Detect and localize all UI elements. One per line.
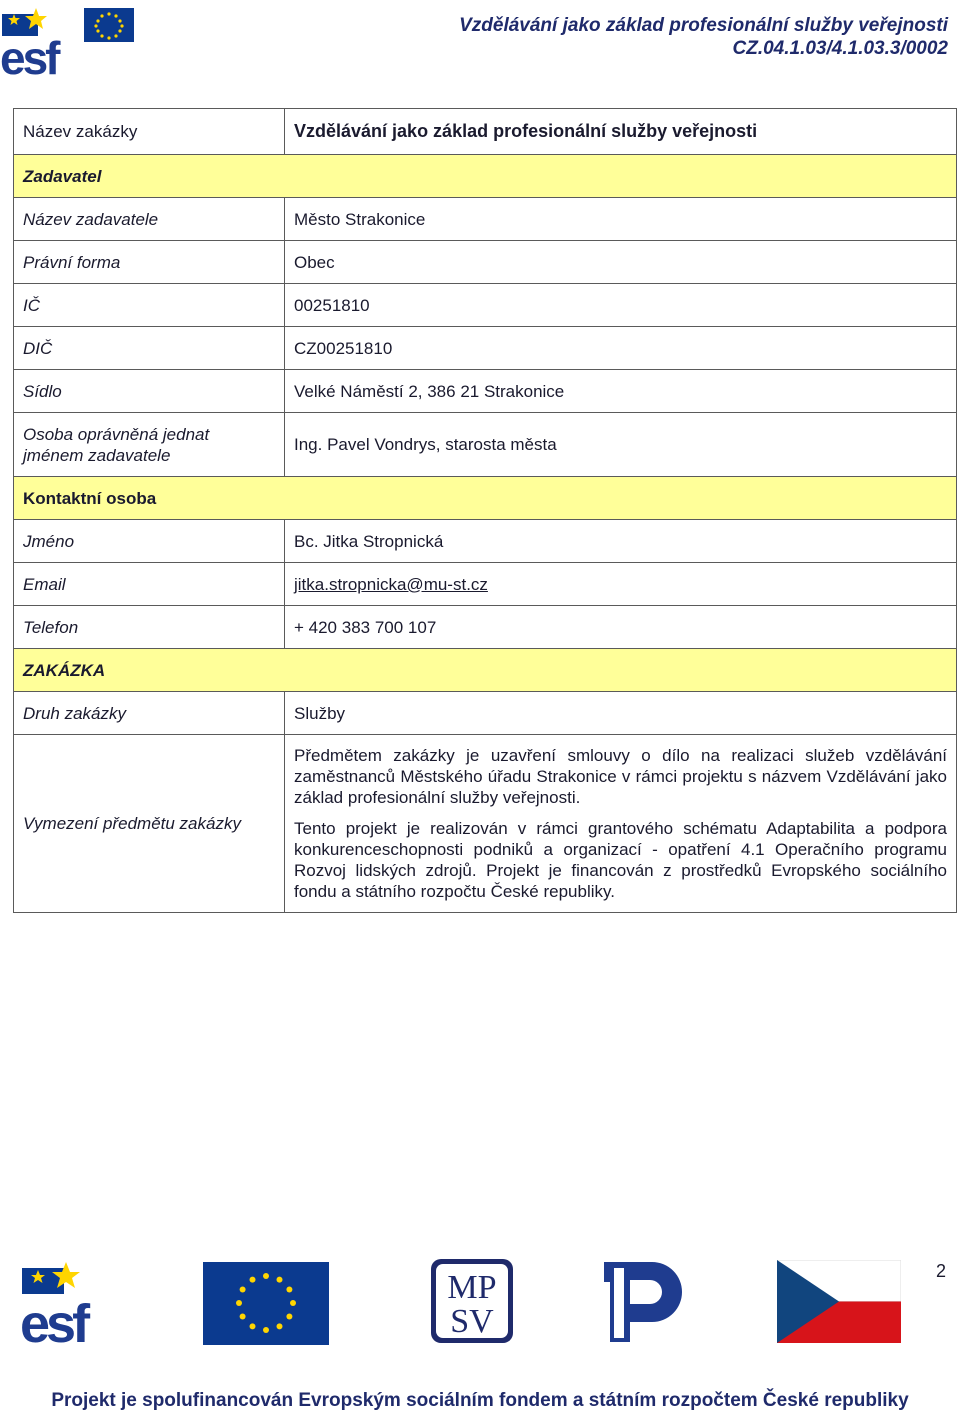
mpsv-text-bottom: SV — [450, 1303, 494, 1340]
row-telefon — [14, 606, 957, 649]
label-telefon: Telefon — [14, 606, 285, 649]
label-sidlo: Sídlo — [14, 370, 285, 413]
value-telefon: + 420 383 700 107 — [285, 606, 957, 649]
label-nazev-zakazky: Název zakázky — [14, 109, 285, 155]
header-esf-logo — [0, 4, 140, 78]
czech-flag-logo — [777, 1260, 901, 1343]
header-project-title: Vzdělávání jako základ profesionální služby veřejnosti — [459, 15, 948, 36]
value-druh-zakazky: Služby — [285, 692, 957, 735]
section-heading-zadavatel: Zadavatel — [14, 155, 957, 198]
row-osoba-opravnena — [14, 413, 957, 477]
email-link[interactable]: jitka.stropnicka@mu-st.cz — [294, 574, 488, 594]
label-osoba-line1: Osoba oprávněná jednat — [23, 424, 210, 444]
mpsv-text-top: MP — [447, 1269, 497, 1306]
row-nazev-zadavatele — [14, 198, 957, 241]
label-druh-zakazky: Druh zakázky — [14, 692, 285, 735]
footer-logos — [0, 1258, 960, 1348]
section-heading-zakazka: ZAKÁZKA — [14, 649, 957, 692]
value-jmeno: Bc. Jitka Stropnická — [285, 520, 957, 563]
section-kontaktni-osoba — [14, 477, 957, 520]
esf-wordmark: esf — [0, 32, 58, 78]
label-email: Email — [14, 563, 285, 606]
row-vymezeni — [14, 735, 957, 913]
document-header — [459, 14, 948, 60]
value-dic: CZ00251810 — [285, 327, 957, 370]
value-osoba-opravnena: Ing. Pavel Vondrys, starosta města — [285, 413, 957, 477]
row-email — [14, 563, 957, 606]
section-zadavatel — [14, 155, 957, 198]
row-pravni-forma — [14, 241, 957, 284]
mpsv-logo — [430, 1258, 514, 1344]
row-jmeno — [14, 520, 957, 563]
row-nazev-zakazky — [14, 109, 957, 155]
label-dic: DIČ — [14, 327, 285, 370]
row-druh-zakazky — [14, 692, 957, 735]
label-nazev-zadavatele: Název zadavatele — [14, 198, 285, 241]
value-nazev-zadavatele: Město Strakonice — [285, 198, 957, 241]
label-osoba-opravnena — [14, 413, 285, 477]
row-dic — [14, 327, 957, 370]
section-heading-kontaktni-osoba: Kontaktní osoba — [14, 477, 957, 520]
vymezeni-paragraph-1: Předmětem zakázky je uzavření smlouvy o dílo na realizaci služeb vzdělávání zaměstnanců Městského úřadu Strakonice v rámci projektu s názvem Vzdělávání jako základ profesionální služby veřejnosti. — [294, 746, 947, 807]
vymezeni-paragraph-2: Tento projekt je realizován v rámci grantového schématu Adaptabilita a podpora konkurenceschopnosti podniků a organizací - opatření 4.1 Operačního programu Rozvoj lidských zdrojů. Projekt je financován z prostředků Evropského sociálního fondu a státního rozpočtu České republiky. — [294, 819, 947, 901]
label-vymezeni: Vymezení předmětu zakázky — [14, 735, 285, 913]
value-vymezeni — [285, 735, 957, 913]
tender-info-table — [13, 108, 957, 913]
value-sidlo: Velké Náměstí 2, 386 21 Strakonice — [285, 370, 957, 413]
value-pravni-forma: Obec — [285, 241, 957, 284]
value-nazev-zakazky: Vzdělávání jako základ profesionální služby veřejnosti — [285, 109, 957, 155]
header-project-code: CZ.04.1.03/4.1.03.3/0002 — [732, 38, 948, 59]
esf-logo-text: esf — [20, 1294, 87, 1344]
label-osoba-line2: jménem zadavatele — [23, 445, 171, 465]
operational-programme-logo — [600, 1258, 686, 1344]
label-jmeno: Jméno — [14, 520, 285, 563]
eu-flag-logo — [203, 1262, 329, 1345]
section-zakazka — [14, 649, 957, 692]
label-ic: IČ — [14, 284, 285, 327]
row-sidlo — [14, 370, 957, 413]
footer-funding-note: Projekt je spolufinancován Evropským sociálním fondem a státním rozpočtem České republiky — [51, 1390, 909, 1411]
value-ic: 00251810 — [285, 284, 957, 327]
label-pravni-forma: Právní forma — [14, 241, 285, 284]
esf-logo — [20, 1262, 115, 1344]
page-number: 2 — [935, 1261, 946, 1281]
row-ic — [14, 284, 957, 327]
